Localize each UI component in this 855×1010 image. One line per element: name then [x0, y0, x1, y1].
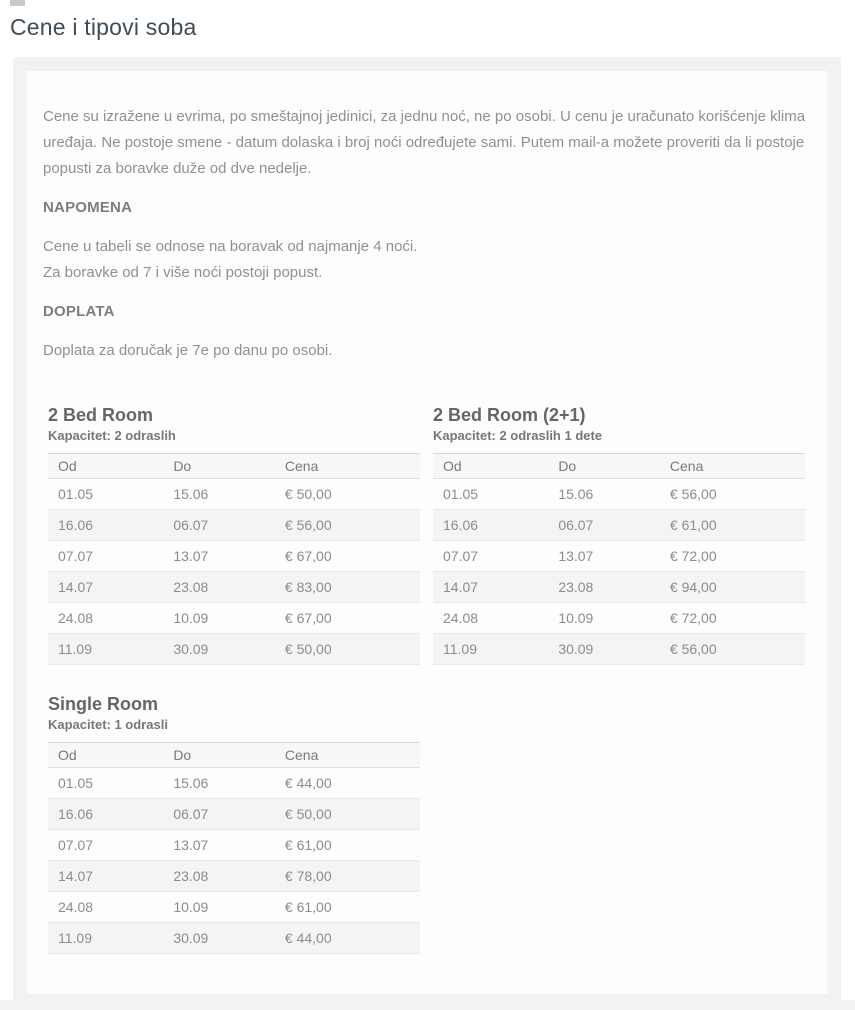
- napomena-heading: NAPOMENA: [43, 199, 133, 216]
- content-panel: [27, 71, 827, 994]
- cena-cell: € 67,00: [275, 603, 420, 634]
- content-card: [13, 57, 841, 1008]
- do-cell: 23.08: [163, 572, 275, 603]
- od-cell: 24.08: [433, 603, 548, 634]
- price-row: [48, 830, 420, 861]
- price-row: [48, 799, 420, 830]
- do-cell: 10.09: [548, 603, 660, 634]
- od-cell: 01.05: [48, 768, 163, 799]
- price-row: [48, 923, 420, 954]
- do-cell: 23.08: [163, 861, 275, 892]
- table-header-row: [48, 454, 420, 479]
- column-header-cena: Cena: [275, 743, 420, 768]
- price-row: [48, 634, 420, 665]
- cena-cell: € 61,00: [275, 892, 420, 923]
- do-cell: 10.09: [163, 892, 275, 923]
- price-row: [433, 603, 805, 634]
- price-table: [433, 453, 805, 665]
- price-row: [48, 892, 420, 923]
- do-cell: 30.09: [163, 923, 275, 954]
- cena-cell: € 50,00: [275, 634, 420, 665]
- do-cell: 10.09: [163, 603, 275, 634]
- price-row: [433, 479, 805, 510]
- room-capacity: Kapacitet: 1 odrasli: [48, 717, 168, 732]
- do-cell: 13.07: [163, 830, 275, 861]
- od-cell: 16.06: [48, 510, 163, 541]
- price-row: [48, 572, 420, 603]
- od-cell: 07.07: [433, 541, 548, 572]
- cena-cell: € 56,00: [275, 510, 420, 541]
- doplata-paragraph: Doplata za doručak je 7e po danu po osobi.: [43, 342, 333, 359]
- od-cell: 11.09: [48, 923, 163, 954]
- cena-cell: € 50,00: [275, 799, 420, 830]
- do-cell: 13.07: [548, 541, 660, 572]
- price-row: [48, 541, 420, 572]
- table-header-row: [433, 454, 805, 479]
- cropped-ui-fragment: [10, 0, 25, 6]
- cena-cell: € 56,00: [660, 479, 805, 510]
- do-cell: 06.07: [548, 510, 660, 541]
- do-cell: 30.09: [163, 634, 275, 665]
- footer-strip: [0, 1000, 855, 1010]
- price-row: [48, 768, 420, 799]
- do-cell: 30.09: [548, 634, 660, 665]
- room-section: [433, 404, 805, 665]
- price-table: [48, 742, 420, 954]
- od-cell: 07.07: [48, 830, 163, 861]
- cena-cell: € 72,00: [660, 541, 805, 572]
- price-row: [433, 541, 805, 572]
- column-header-od: Od: [433, 454, 548, 479]
- napomena-line-2: Za boravke od 7 i više noći postoji popust.: [43, 264, 323, 281]
- column-header-od: Od: [48, 454, 163, 479]
- intro-paragraph: Cene su izražene u evrima, po smeštajnoj jedinici, za jednu noć, ne po osobi. U cenu je uračunato korišćenje klima uređaja. Ne postoje smene - datum dolaska i broj noći određujete sami. Putem mail-a možete proveriti da li postoje popusti za boravke duže od dve nedelje.: [43, 108, 806, 177]
- od-cell: 24.08: [48, 892, 163, 923]
- cena-cell: € 44,00: [275, 768, 420, 799]
- od-cell: 14.07: [48, 861, 163, 892]
- column-header-cena: Cena: [275, 454, 420, 479]
- od-cell: 14.07: [433, 572, 548, 603]
- table-header-row: [48, 743, 420, 768]
- cena-cell: € 72,00: [660, 603, 805, 634]
- column-header-do: Do: [163, 743, 275, 768]
- room-section: [48, 404, 420, 665]
- cena-cell: € 67,00: [275, 541, 420, 572]
- column-header-od: Od: [48, 743, 163, 768]
- room-title: 2 Bed Room (2+1): [433, 405, 586, 425]
- price-row: [48, 510, 420, 541]
- price-row: [433, 634, 805, 665]
- room-tables: [43, 404, 811, 954]
- do-cell: 06.07: [163, 510, 275, 541]
- od-cell: 16.06: [433, 510, 548, 541]
- page-title: Cene i tipovi soba: [10, 14, 197, 40]
- room-title: 2 Bed Room: [48, 405, 154, 425]
- do-cell: 15.06: [163, 479, 275, 510]
- cena-cell: € 61,00: [275, 830, 420, 861]
- room-capacity: Kapacitet: 2 odraslih 1 dete: [433, 428, 603, 443]
- do-cell: 13.07: [163, 541, 275, 572]
- price-row: [48, 861, 420, 892]
- cena-cell: € 83,00: [275, 572, 420, 603]
- cena-cell: € 61,00: [660, 510, 805, 541]
- cena-cell: € 44,00: [275, 923, 420, 954]
- do-cell: 23.08: [548, 572, 660, 603]
- od-cell: 16.06: [48, 799, 163, 830]
- od-cell: 01.05: [433, 479, 548, 510]
- column-header-cena: Cena: [660, 454, 805, 479]
- od-cell: 11.09: [433, 634, 548, 665]
- price-row: [433, 572, 805, 603]
- column-header-do: Do: [163, 454, 275, 479]
- napomena-paragraph: [43, 234, 811, 286]
- do-cell: 15.06: [163, 768, 275, 799]
- price-row: [433, 510, 805, 541]
- cena-cell: € 94,00: [660, 572, 805, 603]
- od-cell: 01.05: [48, 479, 163, 510]
- column-header-do: Do: [548, 454, 660, 479]
- od-cell: 14.07: [48, 572, 163, 603]
- room-title: Single Room: [48, 694, 159, 714]
- price-row: [48, 479, 420, 510]
- cena-cell: € 56,00: [660, 634, 805, 665]
- room-capacity: Kapacitet: 2 odraslih: [48, 428, 176, 443]
- doplata-heading: DOPLATA: [43, 303, 115, 320]
- od-cell: 07.07: [48, 541, 163, 572]
- do-cell: 06.07: [163, 799, 275, 830]
- od-cell: 24.08: [48, 603, 163, 634]
- price-row: [48, 603, 420, 634]
- cena-cell: € 50,00: [275, 479, 420, 510]
- price-table: [48, 453, 420, 665]
- napomena-line-1: Cene u tabeli se odnose na boravak od najmanje 4 noći.: [43, 238, 418, 255]
- room-section: [48, 693, 420, 954]
- cena-cell: € 78,00: [275, 861, 420, 892]
- od-cell: 11.09: [48, 634, 163, 665]
- do-cell: 15.06: [548, 479, 660, 510]
